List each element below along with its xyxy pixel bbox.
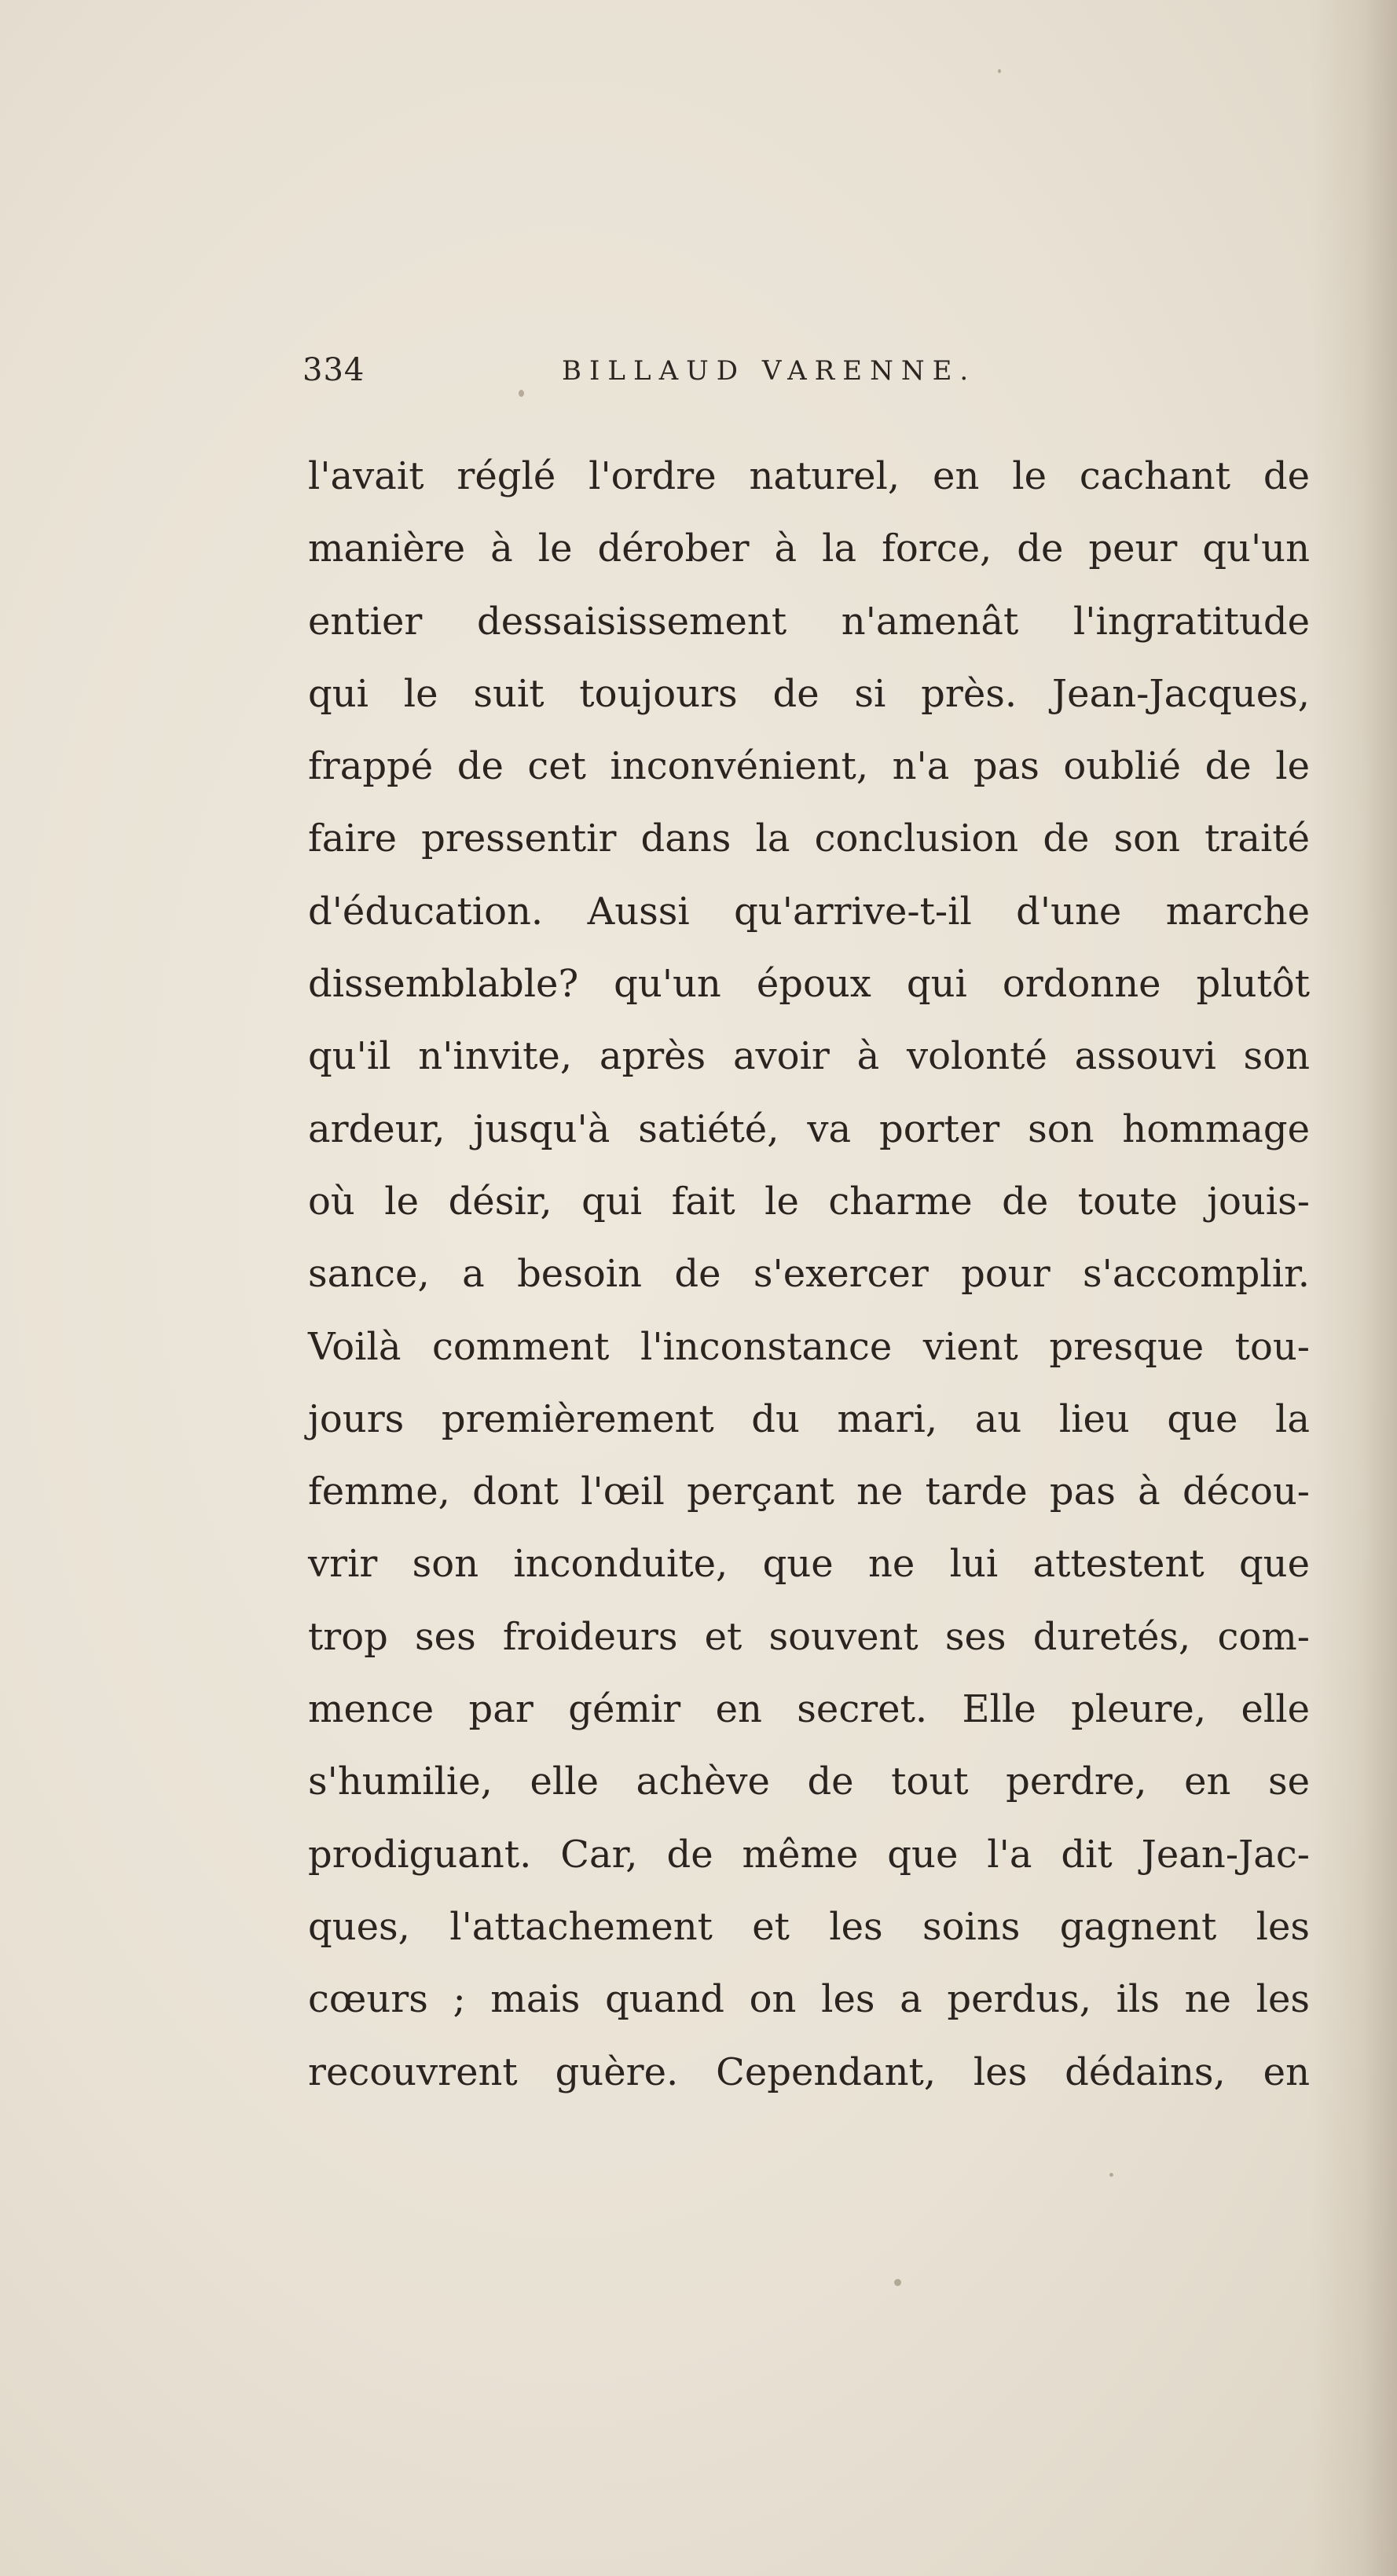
- text-line: trop ses froideurs et souvent ses duretés, com-: [308, 1614, 1310, 1659]
- text-line: sance, a besoin de s'exercer pour s'accomplir.: [308, 1252, 1310, 1297]
- text-line: s'humilie, elle achève de tout perdre, en se: [308, 1760, 1310, 1804]
- text-line: l'avait réglé l'ordre naturel, en le cachant de: [308, 454, 1310, 498]
- paper-speck: [519, 390, 524, 397]
- text-line: Voilà comment l'inconstance vient presque tou-: [308, 1324, 1310, 1369]
- paper-speck: [894, 2279, 901, 2286]
- text-line: entier dessaisissement n'amenât l'ingratitude: [308, 599, 1310, 644]
- page-edge-shadow: [1311, 0, 1397, 2576]
- text-line: où le désir, qui fait le charme de toute jouis-: [308, 1179, 1310, 1224]
- paper-speck: [998, 69, 1001, 73]
- text-line: prodiguant. Car, de même que l'a dit Jean-Jac-: [308, 1832, 1310, 1877]
- text-line: qui le suit toujours de si près. Jean-Jacques,: [308, 671, 1310, 716]
- page-number: 334: [302, 352, 365, 388]
- running-title: BILLAUD VARENNE.: [562, 355, 977, 387]
- text-line: jours premièrement du mari, au lieu que la: [308, 1396, 1310, 1441]
- page-header: [302, 352, 1096, 407]
- text-line: ardeur, jusqu'à satiété, va porter son hommage: [308, 1106, 1310, 1151]
- text-line: dissemblable? qu'un époux qui ordonne plutôt: [308, 962, 1310, 1007]
- paper-speck: [1109, 2173, 1113, 2177]
- text-line: femme, dont l'œil perçant ne tarde pas à décou-: [308, 1470, 1310, 1514]
- text-line: qu'il n'invite, après avoir à volonté assouvi son: [308, 1034, 1310, 1079]
- text-line: vrir son inconduite, que ne lui attestent que: [308, 1542, 1310, 1587]
- text-line: cœurs ; mais quand on les a perdus, ils ne les: [308, 1977, 1310, 2022]
- text-line: frappé de cet inconvénient, n'a pas oublié de le: [308, 744, 1310, 789]
- text-line: ques, l'attachement et les soins gagnent les: [308, 1904, 1310, 1949]
- text-line: faire pressentir dans la conclusion de son traité: [308, 816, 1310, 861]
- body-text: [308, 440, 1310, 2108]
- text-line: manière à le dérober à la force, de peur qu'un: [308, 527, 1310, 571]
- text-line: d'éducation. Aussi qu'arrive-t-il d'une marche: [308, 889, 1310, 934]
- text-line: recouvrent guère. Cependant, les dédains, en: [308, 2049, 1310, 2094]
- text-line: mence par gémir en secret. Elle pleure, elle: [308, 1687, 1310, 1732]
